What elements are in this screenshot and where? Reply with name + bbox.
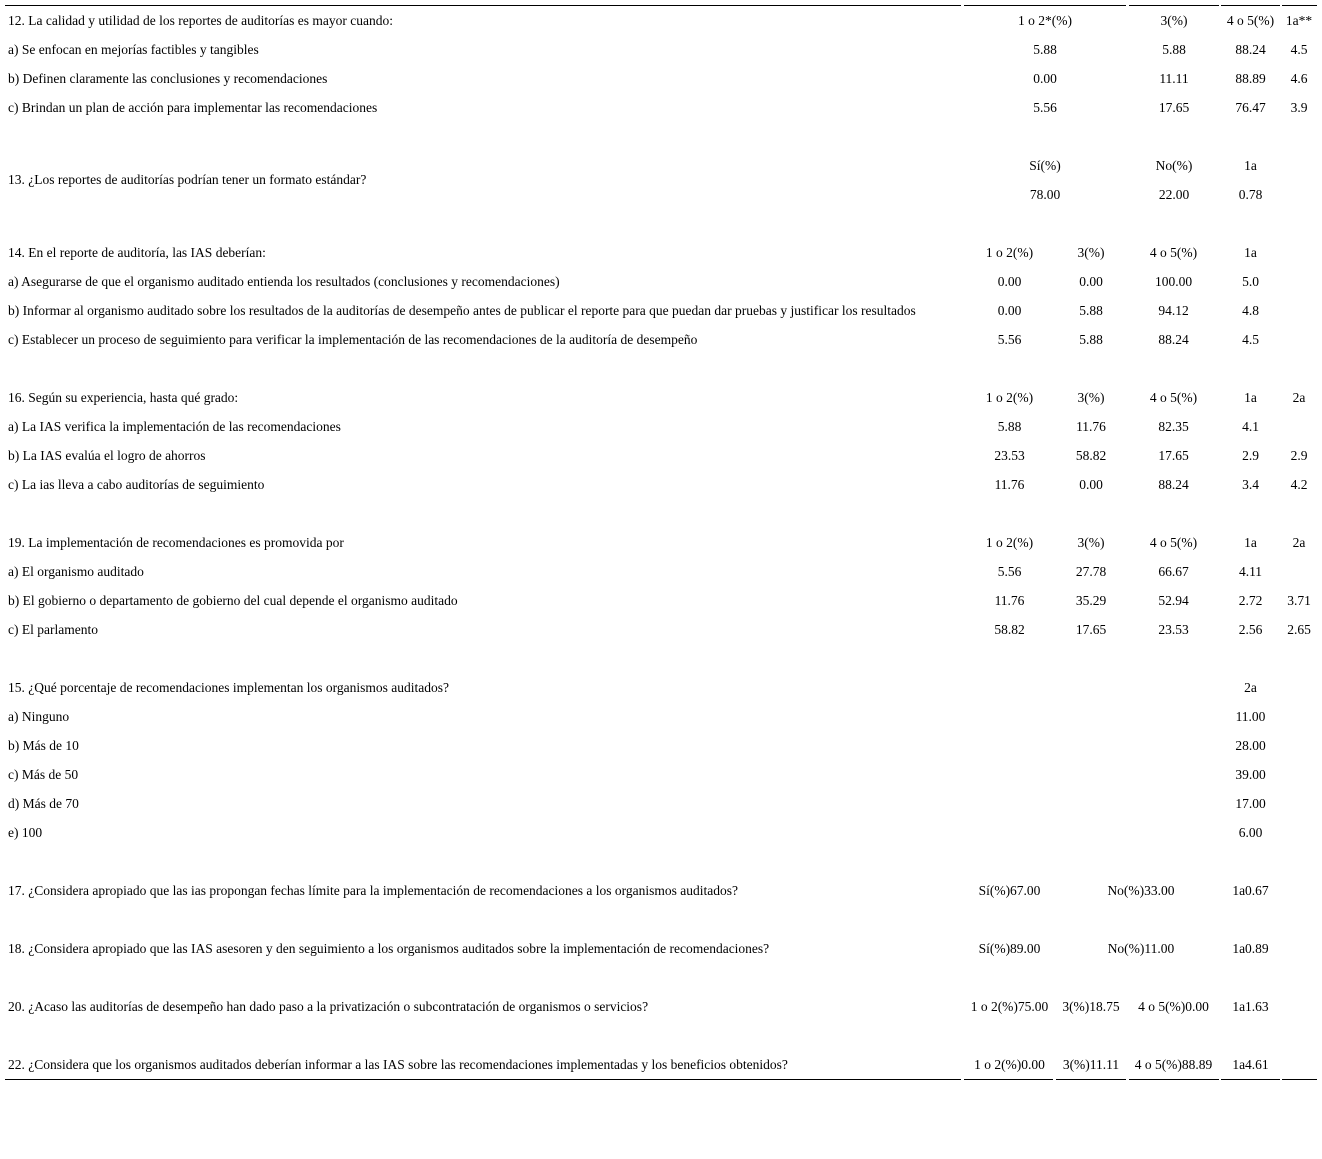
- q16-row-b-v2: 58.82: [1075, 448, 1107, 463]
- q15-row-e-v: 6.00: [1238, 825, 1263, 840]
- q13-header-1a: 1a: [1244, 158, 1257, 173]
- q19-header-45: 4 o 5(%): [1149, 535, 1198, 550]
- q19-header-row: [5, 528, 1317, 557]
- q12-row-c-v1: 5.56: [1033, 100, 1057, 115]
- q16-row-a-label: a) La IAS verifica la implementación de las recomendaciones: [8, 419, 341, 434]
- table-row: [5, 615, 1317, 644]
- q16-row-b-v3: 17.65: [1158, 448, 1189, 463]
- table-row: [5, 441, 1317, 470]
- table-row: [5, 296, 1317, 325]
- q19-row-a-v2: 27.78: [1075, 564, 1107, 579]
- q19-header-12: 1 o 2(%): [985, 535, 1034, 550]
- table-row: [5, 93, 1317, 122]
- q17-si: Sí(%)67.00: [978, 883, 1041, 898]
- q17-no: No(%)33.00: [1107, 883, 1175, 898]
- table-row: [5, 818, 1317, 847]
- q19-row-c-v5: 2.65: [1287, 622, 1311, 637]
- bottom-rule-col4: [1221, 1079, 1280, 1080]
- q22-c3: 4 o 5(%)88.89: [1134, 1057, 1213, 1072]
- q19-row-c-v1: 58.82: [994, 622, 1025, 637]
- q14-row-b-label: b) Informar al organismo auditado sobre los resultados de la auditorías de desempeño antes de publicar el reporte para que puedan dar pruebas y justificar los resultados: [8, 303, 916, 318]
- q16-row-b-v1: 23.53: [994, 448, 1025, 463]
- q13-value-no: 22.00: [1158, 187, 1190, 202]
- table-row: [5, 557, 1317, 586]
- q19-row-a-v3: 66.67: [1158, 564, 1189, 579]
- q19-row-b-v2: 35.29: [1075, 593, 1107, 608]
- q20-title: 20. ¿Acaso las auditorías de desempeño han dado paso a la privatización o subcontratación de organismos o servicios?: [8, 999, 649, 1014]
- q14-row-a-v2: 0.00: [1079, 274, 1103, 289]
- q15-row-b-v: 28.00: [1235, 738, 1266, 753]
- q12-row-a-v4: 4.5: [1290, 42, 1308, 57]
- q13-header-no: No(%): [1155, 158, 1193, 173]
- q20-c2: 3(%)18.75: [1062, 999, 1120, 1014]
- q16-header-1a: 1a: [1244, 390, 1257, 405]
- q14-title: 14. En el reporte de auditoría, las IAS deberían:: [8, 245, 266, 260]
- table-row: [5, 35, 1317, 64]
- q13-value-si: 78.00: [1029, 187, 1061, 202]
- q16-row-c-v5: 4.2: [1290, 477, 1308, 492]
- q14-header-1a: 1a: [1244, 245, 1257, 260]
- q19-header-3: 3(%): [1077, 535, 1105, 550]
- q20-c1: 1 o 2(%)75.00: [970, 999, 1049, 1014]
- q18-no: No(%)11.00: [1107, 941, 1175, 956]
- q13-value-1a: 0.78: [1238, 187, 1263, 202]
- q12-row-b-v3: 88.89: [1235, 71, 1266, 86]
- q18-1a: 1a0.89: [1232, 941, 1269, 956]
- table-row: [5, 267, 1317, 296]
- q16-row-b-v4: 2.9: [1242, 448, 1259, 463]
- q16-row-b-label: b) La IAS evalúa el logro de ahorros: [8, 448, 206, 463]
- q15-row-c-label: c) Más de 50: [8, 767, 79, 782]
- table-row: [5, 325, 1317, 354]
- q20-row: [5, 992, 1317, 1021]
- q12-header-row: [5, 6, 1317, 35]
- q19-header-1a: 1a: [1244, 535, 1257, 550]
- q12-row-a-v2: 5.88: [1162, 42, 1186, 57]
- q12-row-a-v1: 5.88: [1033, 42, 1057, 57]
- q22-row: [5, 1050, 1317, 1079]
- q16-row-c-label: c) La ias lleva a cabo auditorías de seguimiento: [8, 477, 265, 492]
- q14-header-row: [5, 238, 1317, 267]
- bottom-rule-col5: [1282, 1079, 1317, 1080]
- q12-row-c-v4: 3.9: [1290, 100, 1308, 115]
- q16-header-2a: 2a: [1292, 390, 1306, 405]
- table-row: [5, 586, 1317, 615]
- q12-row-a-label: a) Se enfocan en mejorías factibles y tangibles: [8, 42, 259, 57]
- q15-row-d-label: d) Más de 70: [8, 796, 79, 811]
- q16-row-b-v5: 2.9: [1290, 448, 1308, 463]
- q14-row-a-v3: 100.00: [1154, 274, 1193, 289]
- q13-title: 13. ¿Los reportes de auditorías podrían tener un formato estándar?: [8, 172, 367, 187]
- q14-row-c-v1: 5.56: [997, 332, 1022, 347]
- q15-row-a-label: a) Ninguno: [8, 709, 70, 724]
- q19-row-a-v4: 4.11: [1238, 564, 1263, 579]
- q12-row-c-label: c) Brindan un plan de acción para implementar las recomendaciones: [8, 100, 378, 115]
- bottom-rule-col3: [1129, 1079, 1219, 1080]
- bottom-rule-col2: [1056, 1079, 1126, 1080]
- q19-title: 19. La implementación de recomendaciones es promovida por: [8, 535, 344, 550]
- q18-si: Sí(%)89.00: [978, 941, 1041, 956]
- q15-header-row: [5, 673, 1317, 702]
- q16-row-a-v3: 82.35: [1158, 419, 1189, 434]
- q16-header-12: 1 o 2(%): [985, 390, 1034, 405]
- q12-row-c-v2: 17.65: [1158, 100, 1190, 115]
- q22-c2: 3(%)11.11: [1062, 1057, 1120, 1072]
- q16-row-c-v1: 11.76: [994, 477, 1025, 492]
- q16-row-a-v2: 11.76: [1076, 419, 1106, 434]
- q16-header-3: 3(%): [1077, 390, 1105, 405]
- q18-row: [5, 934, 1317, 963]
- q20-c3: 4 o 5(%)0.00: [1138, 999, 1209, 1014]
- q15-row-a-v: 11.00: [1235, 709, 1266, 724]
- q19-row-a-v1: 5.56: [997, 564, 1022, 579]
- survey-results-table: [5, 0, 1317, 1081]
- q16-row-a-v4: 4.1: [1242, 419, 1259, 434]
- q19-row-c-label: c) El parlamento: [8, 622, 98, 637]
- q13-header-si: Sí(%): [1029, 158, 1061, 173]
- q12-header-45: 4 o 5(%): [1226, 13, 1275, 28]
- q15-row-b-label: b) Más de 10: [8, 738, 79, 753]
- q14-row-c-label: c) Establecer un proceso de seguimiento para verificar la implementación de las recomendaciones de la auditoría de desempeño: [8, 332, 698, 347]
- q12-row-b-v1: 0.00: [1033, 71, 1057, 86]
- q18-title: 18. ¿Considera apropiado que las IAS asesoren y den seguimiento a los organismos auditados sobre la implementación de recomendaciones?: [8, 941, 770, 956]
- q14-row-c-v4: 4.5: [1242, 332, 1259, 347]
- q12-row-c-v3: 76.47: [1235, 100, 1266, 115]
- q15-header-2a: 2a: [1244, 680, 1257, 695]
- q19-header-2a: 2a: [1292, 535, 1306, 550]
- q14-row-b-v3: 94.12: [1158, 303, 1189, 318]
- q19-row-c-v2: 17.65: [1075, 622, 1107, 637]
- table-row: [5, 731, 1317, 760]
- q14-row-b-v2: 5.88: [1079, 303, 1103, 318]
- bottom-rule-col1: [964, 1079, 1053, 1080]
- q12-title: 12. La calidad y utilidad de los reportes de auditorías es mayor cuando:: [8, 13, 394, 28]
- bottom-rule-label: [5, 1079, 961, 1080]
- q19-row-b-v1: 11.76: [994, 593, 1025, 608]
- q19-row-b-v5: 3.71: [1287, 593, 1311, 608]
- q19-row-c-v3: 23.53: [1158, 622, 1189, 637]
- q16-row-c-v3: 88.24: [1158, 477, 1189, 492]
- q15-row-e-label: e) 100: [8, 825, 43, 840]
- q16-row-c-v2: 0.00: [1079, 477, 1103, 492]
- table-row: [5, 760, 1317, 789]
- q14-row-c-v2: 5.88: [1079, 332, 1103, 347]
- q12-row-b-v4: 4.6: [1290, 71, 1308, 86]
- q15-title: 15. ¿Qué porcentaje de recomendaciones implementan los organismos auditados?: [8, 680, 449, 695]
- q14-header-3: 3(%): [1077, 245, 1105, 260]
- q16-row-c-v4: 3.4: [1242, 477, 1259, 492]
- q14-row-a-v4: 5.0: [1242, 274, 1259, 289]
- q12-row-a-v3: 88.24: [1235, 42, 1266, 57]
- q19-row-b-v4: 2.72: [1238, 593, 1263, 608]
- q17-row: [5, 876, 1317, 905]
- q19-row-b-v3: 52.94: [1158, 593, 1189, 608]
- table-row: [5, 64, 1317, 93]
- q16-title: 16. Según su experiencia, hasta qué grado:: [8, 390, 239, 405]
- q12-row-b-label: b) Definen claramente las conclusiones y recomendaciones: [8, 71, 328, 86]
- q14-row-c-v3: 88.24: [1158, 332, 1189, 347]
- q15-row-c-v: 39.00: [1235, 767, 1266, 782]
- q19-row-b-label: b) El gobierno o departamento de gobierno del cual depende el organismo auditado: [8, 593, 458, 608]
- table-row: [5, 412, 1317, 441]
- q22-c1: 1 o 2(%)0.00: [974, 1057, 1045, 1072]
- q14-row-b-v1: 0.00: [997, 303, 1022, 318]
- q16-row-a-v1: 5.88: [997, 419, 1022, 434]
- q16-header-row: [5, 383, 1317, 412]
- q22-1a: 1a4.61: [1232, 1057, 1269, 1072]
- q22-title: 22. ¿Considera que los organismos auditados deberían informar a las IAS sobre las recomendaciones implementadas y los beneficios obtenidos?: [8, 1057, 788, 1072]
- q13-block: [5, 151, 1317, 209]
- q14-header-45: 4 o 5(%): [1149, 245, 1198, 260]
- q14-header-12: 1 o 2(%): [985, 245, 1034, 260]
- q20-1a: 1a1.63: [1232, 999, 1269, 1014]
- q14-row-a-v1: 0.00: [997, 274, 1022, 289]
- q12-row-b-v2: 11.11: [1159, 71, 1189, 86]
- q19-row-c-v4: 2.56: [1238, 622, 1263, 637]
- q14-row-b-v4: 4.8: [1242, 303, 1259, 318]
- q17-title: 17. ¿Considera apropiado que las ias propongan fechas límite para la implementación de recomendaciones a los organismos auditados?: [8, 883, 739, 898]
- q17-1a: 1a0.67: [1232, 883, 1269, 898]
- q15-row-d-v: 17.00: [1235, 796, 1266, 811]
- q12-header-1: 1 o 2*(%): [1018, 13, 1072, 28]
- q12-header-3: 3(%): [1160, 13, 1188, 28]
- q19-row-a-label: a) El organismo auditado: [8, 564, 144, 579]
- q16-header-45: 4 o 5(%): [1149, 390, 1198, 405]
- table-row: [5, 789, 1317, 818]
- q14-row-a-label: a) Asegurarse de que el organismo auditado entienda los resultados (conclusiones y recomendaciones): [8, 274, 560, 289]
- table-row: [5, 470, 1317, 499]
- table-row: [5, 702, 1317, 731]
- q12-header-1a: 1a**: [1285, 13, 1313, 28]
